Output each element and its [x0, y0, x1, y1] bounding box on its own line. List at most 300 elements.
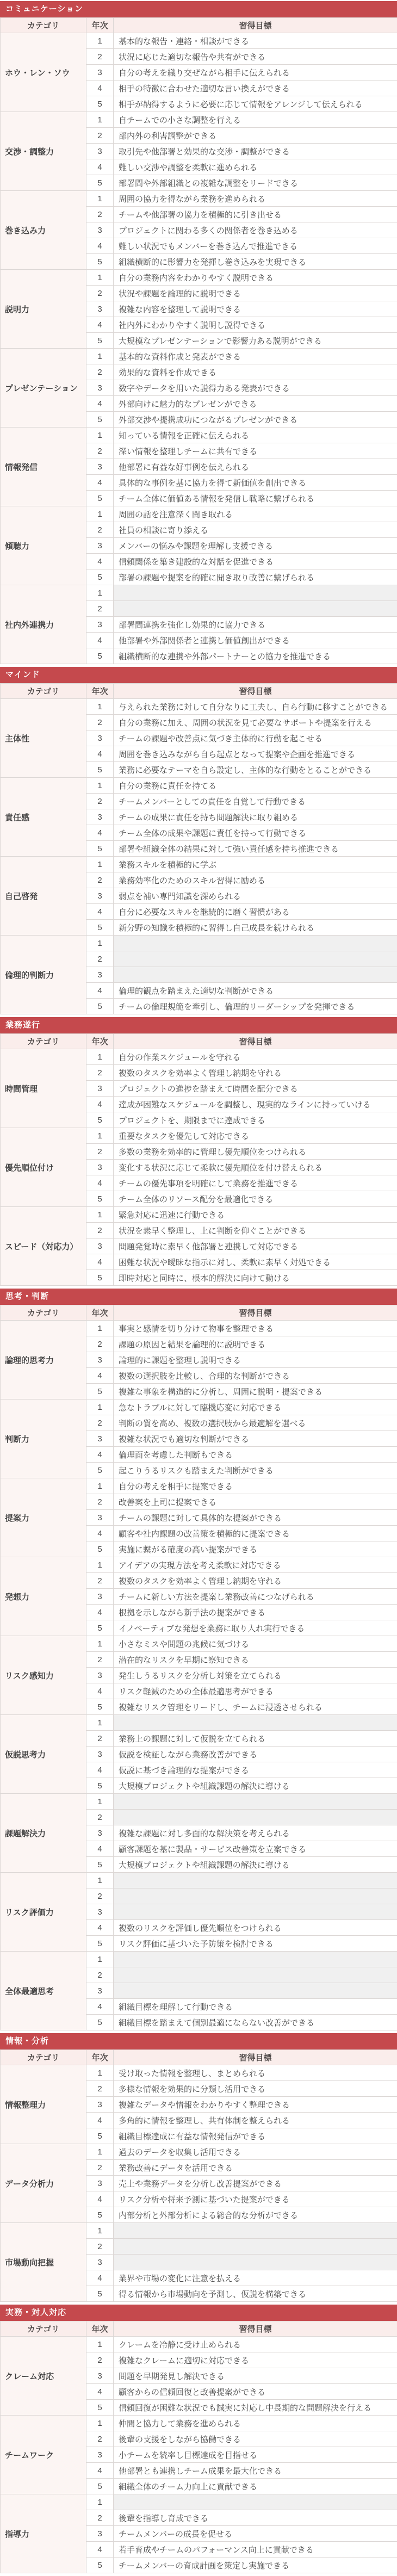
goal-cell: チームメンバーの育成計画を策定し実施できる: [114, 2558, 397, 2573]
goal-cell: 業務に必要なテーマを自ら設定し、主体的な行動をとることができる: [114, 762, 397, 778]
year-cell: 5: [86, 254, 114, 270]
column-header-year: 年次: [86, 1034, 114, 1049]
category-cell: 責任感: [1, 778, 86, 857]
goal-cell: 数字やデータを用いた説得力ある発表ができる: [114, 380, 397, 396]
skills-table: [0, 2321, 397, 2573]
goal-cell: 深い情報を整理しチームに共有できる: [114, 443, 397, 459]
goal-cell: チームメンバーとしての責任を自覚して行動できる: [114, 794, 397, 809]
year-cell: 5: [86, 491, 114, 506]
category-cell: スピード（対応力）: [1, 1207, 86, 1286]
column-header-row: [1, 2050, 397, 2065]
goal-cell: 複数のリスクを評価し優先順位をつけられる: [114, 1920, 397, 1936]
year-cell: 1: [86, 1049, 114, 1065]
goal-cell: 起こりうるリスクも踏まえた判断ができる: [114, 1463, 397, 1478]
table-row: [1, 2337, 397, 2352]
section-title-bar: 情報・分析: [0, 2033, 397, 2049]
goal-cell: 効果的な資料を作成できる: [114, 364, 397, 380]
goal-cell: リスク軽減のための全体最適思考ができる: [114, 1683, 397, 1699]
year-cell: 5: [86, 1384, 114, 1400]
year-cell: 2: [86, 794, 114, 809]
year-cell: 4: [86, 475, 114, 491]
goal-cell: 自分の考えを相手に提案できる: [114, 1478, 397, 1494]
skill-section: [0, 1017, 397, 1286]
category-cell: 説明力: [1, 270, 86, 349]
goal-cell: 仲間と協力して業務を進められる: [114, 2416, 397, 2431]
goal-cell: [114, 2223, 397, 2239]
year-cell: 4: [86, 554, 114, 569]
goal-cell: [114, 2239, 397, 2255]
goal-cell: 取引先や他部署と効果的な交渉・調整ができる: [114, 144, 397, 159]
goal-cell: イノベーティブな発想を業務に取り入れ実行できる: [114, 1620, 397, 1636]
goal-cell: 複雑な状況でも適切な判断ができる: [114, 1431, 397, 1447]
goal-cell: 複雑な内容を整理して説明できる: [114, 301, 397, 317]
goal-cell: 周囲の話を注意深く聞き取れる: [114, 506, 397, 522]
goal-cell: 自分に必要なスキルを継続的に磨く習慣がある: [114, 904, 397, 920]
year-cell: 4: [86, 1175, 114, 1191]
goal-cell: 変化する状況に応じて柔軟に優先順位を付け替えられる: [114, 1160, 397, 1175]
year-cell: 4: [86, 2384, 114, 2400]
table-row: [1, 1873, 397, 1888]
goal-cell: 大規模プロジェクトや組織課題の解決に導ける: [114, 1778, 397, 1794]
year-cell: 3: [86, 1983, 114, 1999]
year-cell: 1: [86, 1321, 114, 1336]
skills-table: [0, 1033, 397, 1286]
column-header-row: [1, 1034, 397, 1049]
section-title-bar: マインド: [0, 667, 397, 683]
year-cell: 5: [86, 2015, 114, 2030]
category-cell: 論理的思考力: [1, 1321, 86, 1400]
skill-section: [0, 1, 397, 664]
column-header-category: カテゴリ: [1, 18, 86, 33]
table-row: [1, 1128, 397, 1144]
goal-cell: 実施に繋がる確度の高い提案ができる: [114, 1541, 397, 1557]
year-cell: 5: [86, 1778, 114, 1794]
year-cell: 3: [86, 730, 114, 746]
goal-cell: クレームを冷静に受け止められる: [114, 2337, 397, 2352]
category-cell: 指導力: [1, 2494, 86, 2573]
table-row: [1, 699, 397, 715]
year-cell: 3: [86, 1160, 114, 1175]
year-cell: 4: [86, 396, 114, 412]
goal-cell: 受け取った情報を整理し、まとめられる: [114, 2065, 397, 2081]
goal-cell: 業務効率化のためのスキル習得に励める: [114, 872, 397, 888]
year-cell: 4: [86, 317, 114, 333]
year-cell: 2: [86, 1223, 114, 1239]
category-cell: 交渉・調整力: [1, 112, 86, 191]
goal-cell: チームの優先事項を明確にして業務を推進できる: [114, 1175, 397, 1191]
skills-table: [0, 17, 397, 664]
goal-cell: 基本的な資料作成と発表ができる: [114, 349, 397, 364]
table-row: [1, 1557, 397, 1573]
year-cell: 2: [86, 1336, 114, 1352]
year-cell: 4: [86, 2270, 114, 2286]
goal-cell: 相手の特徴に合わせた適切な言い換えができる: [114, 81, 397, 96]
goal-cell: 売上や業務データを分析し改善提案ができる: [114, 2176, 397, 2191]
goal-cell: [114, 1888, 397, 1904]
year-cell: 4: [86, 1762, 114, 1778]
goal-cell: [114, 601, 397, 617]
goal-cell: 論理的に課題を整理し説明できる: [114, 1352, 397, 1368]
year-cell: 3: [86, 888, 114, 904]
goal-cell: 状況や課題を論理的に説明できる: [114, 286, 397, 301]
skill-section: [0, 2305, 397, 2573]
year-cell: 4: [86, 746, 114, 762]
year-cell: 2: [86, 1415, 114, 1431]
goal-cell: [114, 1952, 397, 1967]
year-cell: 3: [86, 1431, 114, 1447]
goal-cell: 仮説に基づき論理的な提案ができる: [114, 1762, 397, 1778]
goal-cell: 知っている情報を正確に伝えられる: [114, 428, 397, 443]
category-cell: 全体最適思考: [1, 1952, 86, 2030]
goal-cell: 組織横断的に影響力を発揮し巻き込みを実現できる: [114, 254, 397, 270]
year-cell: 5: [86, 2558, 114, 2573]
goal-cell: 自分の業務に責任を持てる: [114, 778, 397, 794]
year-cell: 5: [86, 96, 114, 112]
year-cell: 1: [86, 2144, 114, 2160]
year-cell: 3: [86, 2176, 114, 2191]
goal-cell: 判断の質を高め、複数の選択肢から最適解を選べる: [114, 1415, 397, 1431]
column-header-goal: 習得目標: [114, 1034, 397, 1049]
year-cell: 5: [86, 2207, 114, 2223]
goal-cell: 若手育成やチームのパフォーマンス向上に貢献できる: [114, 2542, 397, 2558]
year-cell: 4: [86, 81, 114, 96]
table-row: [1, 2494, 397, 2510]
year-cell: 5: [86, 2128, 114, 2144]
year-cell: 2: [86, 1888, 114, 1904]
year-cell: 3: [86, 380, 114, 396]
table-row: [1, 1478, 397, 1494]
year-cell: 1: [86, 2337, 114, 2352]
year-cell: 3: [86, 2255, 114, 2270]
goal-cell: 倫理面を考慮した判断もできる: [114, 1447, 397, 1463]
goal-cell: 部署や組織全体の結果に対して強い責任感を持ち推進できる: [114, 841, 397, 857]
year-cell: 5: [86, 920, 114, 936]
year-cell: 5: [86, 2400, 114, 2416]
year-cell: 2: [86, 2510, 114, 2526]
year-cell: 3: [86, 967, 114, 983]
category-cell: 社内外連携力: [1, 585, 86, 664]
goal-cell: 後輩を指導し育成できる: [114, 2510, 397, 2526]
goal-cell: 急なトラブルに対して臨機応変に対応できる: [114, 1400, 397, 1415]
column-header-row: [1, 1305, 397, 1321]
year-cell: 1: [86, 1478, 114, 1494]
goal-cell: 後輩の支援をしながら協働できる: [114, 2431, 397, 2447]
year-cell: 5: [86, 841, 114, 857]
year-cell: 5: [86, 762, 114, 778]
year-cell: 2: [86, 1065, 114, 1081]
goal-cell: 組織目標を理解して行動できる: [114, 1999, 397, 2015]
column-header-goal: 習得目標: [114, 684, 397, 699]
column-header-category: カテゴリ: [1, 2050, 86, 2065]
column-header-row: [1, 18, 397, 33]
year-cell: 1: [86, 349, 114, 364]
year-cell: 4: [86, 1526, 114, 1541]
section-title-bar: 業務遂行: [0, 1017, 397, 1033]
table-row: [1, 2144, 397, 2160]
goal-cell: 組織目標を踏まえて個別最適にならない改善ができる: [114, 2015, 397, 2030]
year-cell: 4: [86, 1368, 114, 1384]
year-cell: 3: [86, 65, 114, 81]
goal-cell: 複数のタスクを効率よく管理し納期を守れる: [114, 1065, 397, 1081]
goal-cell: 自分の作業スケジュールを守れる: [114, 1049, 397, 1065]
goal-cell: 課題の原因と結果を論理的に説明できる: [114, 1336, 397, 1352]
goal-cell: 社内外にわかりやすく説明し説得できる: [114, 317, 397, 333]
goal-cell: 外部向けに魅力的なプレゼンができる: [114, 396, 397, 412]
year-cell: 1: [86, 1557, 114, 1573]
year-cell: 2: [86, 872, 114, 888]
column-header-category: カテゴリ: [1, 1305, 86, 1321]
goal-cell: 自分の考えを織り交ぜながら相手に伝えられる: [114, 65, 397, 81]
column-header-row: [1, 684, 397, 699]
year-cell: 2: [86, 522, 114, 538]
year-cell: 3: [86, 809, 114, 825]
year-cell: 1: [86, 2494, 114, 2510]
year-cell: 2: [86, 286, 114, 301]
year-cell: 4: [86, 159, 114, 175]
table-row: [1, 857, 397, 872]
goal-cell: 複雑なリスク管理をリードし、チームに浸透させられる: [114, 1699, 397, 1715]
goal-cell: 根拠を示しながら新手法の提案ができる: [114, 1605, 397, 1620]
year-cell: 3: [86, 459, 114, 475]
table-row: [1, 33, 397, 49]
year-cell: 5: [86, 2479, 114, 2494]
goal-cell: 新分野の知識を積極的に習得し自己成長を続けられる: [114, 920, 397, 936]
year-cell: 3: [86, 1904, 114, 1920]
table-row: [1, 191, 397, 207]
goal-cell: [114, 967, 397, 983]
year-cell: 3: [86, 1747, 114, 1762]
goal-cell: 部署間や外部組織との複雑な調整をリードできる: [114, 175, 397, 191]
category-cell: クレーム対応: [1, 2337, 86, 2416]
column-header-category: カテゴリ: [1, 1034, 86, 1049]
year-cell: 5: [86, 1936, 114, 1952]
goal-cell: 困難な状況や曖昧な指示に対し、柔軟に素早く対処できる: [114, 1254, 397, 1270]
goal-cell: [114, 1715, 397, 1731]
year-cell: 1: [86, 1715, 114, 1731]
year-cell: 1: [86, 585, 114, 601]
year-cell: 2: [86, 2239, 114, 2255]
year-cell: 4: [86, 2191, 114, 2207]
goal-cell: 状況に応じた適切な報告や共有ができる: [114, 49, 397, 65]
category-cell: 倫理的判断力: [1, 936, 86, 1014]
goal-cell: [114, 1904, 397, 1920]
category-cell: ホウ・レン・ソウ: [1, 33, 86, 112]
goal-cell: 倫理的観点を踏まえた適切な判断ができる: [114, 983, 397, 999]
goal-cell: 内部分析と外部分析による総合的な分析ができる: [114, 2207, 397, 2223]
goal-cell: 他部署や外部関係者と連携し価値創出ができる: [114, 633, 397, 648]
year-cell: 1: [86, 1952, 114, 1967]
table-row: [1, 1715, 397, 1731]
year-cell: 4: [86, 983, 114, 999]
year-cell: 2: [86, 128, 114, 144]
year-cell: 3: [86, 1239, 114, 1254]
year-cell: 3: [86, 2447, 114, 2463]
goal-cell: [114, 585, 397, 601]
year-cell: 1: [86, 112, 114, 128]
year-cell: 2: [86, 1144, 114, 1160]
table-row: [1, 936, 397, 951]
year-cell: 3: [86, 301, 114, 317]
year-cell: 2: [86, 601, 114, 617]
year-cell: 1: [86, 506, 114, 522]
goal-cell: 業務改善にデータを活用できる: [114, 2160, 397, 2176]
year-cell: 5: [86, 1699, 114, 1715]
goal-cell: 得る情報から市場動向を予測し、仮説を構築できる: [114, 2286, 397, 2302]
year-cell: 5: [86, 412, 114, 428]
section-title-bar: コミュニケーション: [0, 1, 397, 17]
year-cell: 3: [86, 2368, 114, 2384]
year-cell: 4: [86, 2542, 114, 2558]
skill-section: [0, 1289, 397, 2030]
year-cell: 3: [86, 1589, 114, 1605]
goal-cell: 改善案を上司に提案できる: [114, 1494, 397, 1510]
category-cell: 情報発信: [1, 428, 86, 506]
table-row: [1, 1952, 397, 1967]
goal-cell: [114, 1794, 397, 1810]
column-header-goal: 習得目標: [114, 2050, 397, 2065]
goal-cell: チームや他部署の協力を積極的に引き出せる: [114, 207, 397, 222]
year-cell: 4: [86, 904, 114, 920]
table-row: [1, 778, 397, 794]
year-cell: 1: [86, 2223, 114, 2239]
skills-table: [0, 1305, 397, 2030]
goal-cell: 自チームでの小さな調整を行える: [114, 112, 397, 128]
goal-cell: 組織全体のチーム力向上に貢献できる: [114, 2479, 397, 2494]
year-cell: 3: [86, 1825, 114, 1841]
goal-cell: チーム全体に価値ある情報を発信し戦略に繋げられる: [114, 491, 397, 506]
category-cell: 市場動向把握: [1, 2223, 86, 2302]
goal-cell: チーム全体のリソース配分を最適化できる: [114, 1191, 397, 1207]
goal-cell: 具体的な事例を基に協力を得て新価値を創出できる: [114, 475, 397, 491]
year-cell: 2: [86, 1731, 114, 1747]
goal-cell: 複雑な事象を構造的に分析し、周囲に説明・提案できる: [114, 1384, 397, 1400]
year-cell: 1: [86, 2416, 114, 2431]
year-cell: 2: [86, 1573, 114, 1589]
year-cell: 1: [86, 1873, 114, 1888]
goal-cell: 多数の業務を効率的に管理し優先順位をつけられる: [114, 1144, 397, 1160]
table-row: [1, 2416, 397, 2431]
year-cell: 1: [86, 857, 114, 872]
year-cell: 2: [86, 49, 114, 65]
year-cell: 3: [86, 617, 114, 633]
table-row: [1, 2223, 397, 2239]
category-cell: チームワーク: [1, 2416, 86, 2494]
table-row: [1, 2065, 397, 2081]
goal-cell: 周囲を巻き込みながら自ら起点となって提案や企画を推進できる: [114, 746, 397, 762]
category-cell: 自己啓発: [1, 857, 86, 936]
goal-cell: プロジェクトを、期限までに達成できる: [114, 1112, 397, 1128]
year-cell: 4: [86, 2113, 114, 2128]
skills-table: [0, 683, 397, 1014]
skill-section: [0, 2033, 397, 2302]
year-cell: 4: [86, 1999, 114, 2015]
year-cell: 2: [86, 1967, 114, 1983]
goal-cell: チームの課題や改善点に気づき主体的に行動を起こせる: [114, 730, 397, 746]
year-cell: 5: [86, 1463, 114, 1478]
year-cell: 1: [86, 191, 114, 207]
goal-cell: プロジェクトの進捗を踏まえて時間を配分できる: [114, 1081, 397, 1097]
goal-cell: 業界や市場の変化に注意を払える: [114, 2270, 397, 2286]
year-cell: 3: [86, 2097, 114, 2113]
year-cell: 1: [86, 1128, 114, 1144]
year-cell: 5: [86, 2286, 114, 2302]
goal-cell: 複雑なデータや情報をわかりやすく整理できる: [114, 2097, 397, 2113]
goal-cell: 状況を素早く整理し、上に判断を仰ぐことができる: [114, 1223, 397, 1239]
table-row: [1, 1794, 397, 1810]
goal-cell: 多様な情報を効果的に分類し活用できる: [114, 2081, 397, 2097]
goal-cell: 相手が納得するように必要に応じて情報をアレンジして伝えられる: [114, 96, 397, 112]
category-cell: 課題解決力: [1, 1794, 86, 1873]
column-header-year: 年次: [86, 2050, 114, 2065]
year-cell: 1: [86, 936, 114, 951]
goal-cell: [114, 951, 397, 967]
goal-cell: 緊急対応に迅速に行動できる: [114, 1207, 397, 1223]
goal-cell: 信頼関係を築き建設的な対話を促進できる: [114, 554, 397, 569]
table-row: [1, 1321, 397, 1336]
year-cell: 3: [86, 2526, 114, 2542]
category-cell: 傾聴力: [1, 506, 86, 585]
year-cell: 1: [86, 33, 114, 49]
goal-cell: 社員の相談に寄り添える: [114, 522, 397, 538]
year-cell: 2: [86, 207, 114, 222]
goal-cell: 発生しうるリスクを分析し対策を立てられる: [114, 1668, 397, 1683]
year-cell: 5: [86, 333, 114, 349]
goal-cell: 事実と感情を切り分けて物事を整理できる: [114, 1321, 397, 1336]
year-cell: 3: [86, 538, 114, 554]
year-cell: 2: [86, 1652, 114, 1668]
skill-section: [0, 667, 397, 1014]
column-header-category: カテゴリ: [1, 2321, 86, 2337]
year-cell: 2: [86, 1494, 114, 1510]
category-cell: 優先順位付け: [1, 1128, 86, 1207]
year-cell: 5: [86, 1112, 114, 1128]
goal-cell: 難しい交渉や調整を柔軟に進められる: [114, 159, 397, 175]
goal-cell: 顧客課題を基に製品・サービス改善策を立案できる: [114, 1841, 397, 1857]
year-cell: 3: [86, 1352, 114, 1368]
goal-cell: 与えられた業務に対して自分なりに工夫し、自ら行動に移すことができる: [114, 699, 397, 715]
goal-cell: 基本的な報告・連絡・相談ができる: [114, 33, 397, 49]
goal-cell: メンバーの悩みや課題を理解し支援できる: [114, 538, 397, 554]
year-cell: 1: [86, 2065, 114, 2081]
goal-cell: 他部署に有益な好事例を伝えられる: [114, 459, 397, 475]
category-cell: 巻き込み力: [1, 191, 86, 270]
section-title-bar: 実務・対人対応: [0, 2305, 397, 2321]
year-cell: 3: [86, 222, 114, 238]
year-cell: 5: [86, 1541, 114, 1557]
goal-cell: チームに新しい方法を提案し業務改善につなげられる: [114, 1589, 397, 1605]
table-row: [1, 1207, 397, 1223]
goal-cell: チームメンバーの成長を促せる: [114, 2526, 397, 2542]
year-cell: 4: [86, 633, 114, 648]
goal-cell: 組織目標達成に有益な情報発信ができる: [114, 2128, 397, 2144]
year-cell: 3: [86, 1668, 114, 1683]
year-cell: 5: [86, 1857, 114, 1873]
goal-cell: 部署間連携を強化し効果的に協力できる: [114, 617, 397, 633]
goal-cell: [114, 1967, 397, 1983]
goal-cell: チームの課題に対して具体的な提案ができる: [114, 1510, 397, 1526]
category-cell: 主体性: [1, 699, 86, 778]
table-row: [1, 1400, 397, 1415]
year-cell: 5: [86, 1270, 114, 1286]
table-row: [1, 270, 397, 286]
goal-cell: 他部署とも連携しチーム成果を最大化できる: [114, 2463, 397, 2479]
year-cell: 1: [86, 1794, 114, 1810]
year-cell: 4: [86, 1254, 114, 1270]
year-cell: 1: [86, 778, 114, 794]
year-cell: 4: [86, 1841, 114, 1857]
goal-cell: 複数の選択肢を比較し、合理的な判断ができる: [114, 1368, 397, 1384]
column-header-category: カテゴリ: [1, 684, 86, 699]
